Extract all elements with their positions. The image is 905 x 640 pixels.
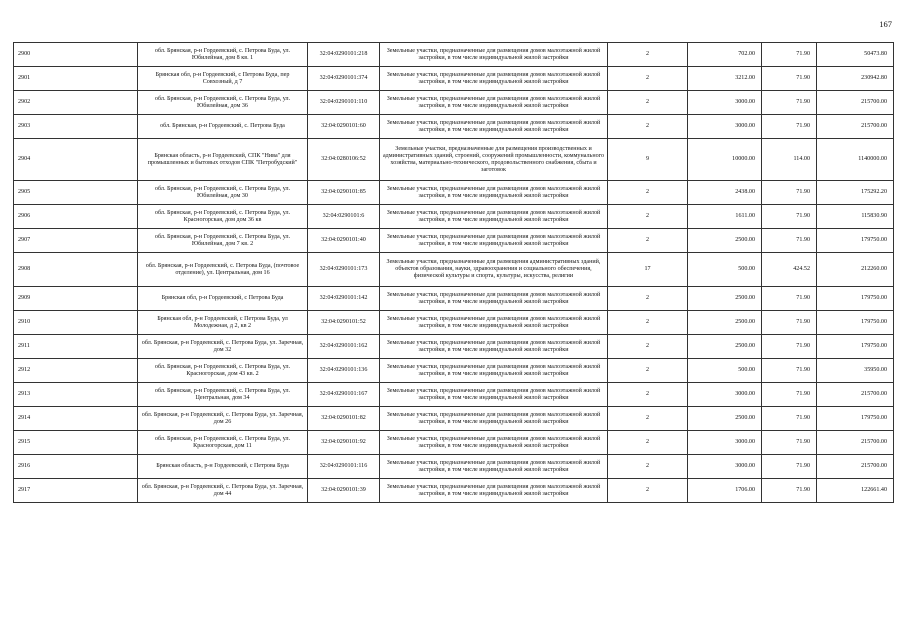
row-number-cell: 2906 <box>14 205 138 229</box>
rate-cell: 71.90 <box>762 383 817 407</box>
page-number: 167 <box>879 19 892 29</box>
area-cell: 2500.00 <box>688 287 762 311</box>
land-use-cell: Земельные участки, предназначенные для размещения домов малоэтажной жилой застройки, в том числе индивидуальной жилой застройки <box>380 67 608 91</box>
table-row <box>14 335 894 359</box>
cadastral-value-cell: 179750.00 <box>817 311 894 335</box>
rate-cell: 71.90 <box>762 229 817 253</box>
row-number-cell: 2908 <box>14 253 138 287</box>
land-use-cell: Земельные участки, предназначенные для размещения домов малоэтажной жилой застройки, в том числе индивидуальной жилой застройки <box>380 181 608 205</box>
group-code-cell: 2 <box>608 431 688 455</box>
rate-cell: 71.90 <box>762 431 817 455</box>
land-use-cell: Земельные участки, предназначенные для размещения домов малоэтажной жилой застройки, в том числе индивидуальной жилой застройки <box>380 205 608 229</box>
address-cell: обл. Брянская, р-н Гордеевский, с. Петрова Буда <box>138 115 308 139</box>
area-cell: 3000.00 <box>688 383 762 407</box>
address-cell: обл. Брянская, р-н Гордеевский, с. Петрова Буда, ул. Центральная, дом 34 <box>138 383 308 407</box>
row-number-cell: 2912 <box>14 359 138 383</box>
cadastral-value-cell: 179750.00 <box>817 229 894 253</box>
area-cell: 2500.00 <box>688 229 762 253</box>
rate-cell: 424.52 <box>762 253 817 287</box>
address-cell: Брянская область, р-н Гордеевский, СПК "Нива" для промышленных и бытовых отходов СПК "Петробудский" <box>138 139 308 181</box>
cadastral-value-cell: 215700.00 <box>817 431 894 455</box>
land-use-cell: Земельные участки, предназначенные для размещения домов малоэтажной жилой застройки, в том числе индивидуальной жилой застройки <box>380 383 608 407</box>
table-row <box>14 253 894 287</box>
cadastral-number-cell: 32:04:0290101:167 <box>308 383 380 407</box>
table-row <box>14 205 894 229</box>
row-number-cell: 2904 <box>14 139 138 181</box>
group-code-cell: 2 <box>608 67 688 91</box>
row-number-cell: 2909 <box>14 287 138 311</box>
cadastral-value-cell: 50473.80 <box>817 43 894 67</box>
table-row <box>14 431 894 455</box>
table-row <box>14 479 894 503</box>
table-row <box>14 287 894 311</box>
cadastral-value-cell: 1140000.00 <box>817 139 894 181</box>
cadastral-number-cell: 32:04:0290101:116 <box>308 455 380 479</box>
cadastral-value-cell: 179750.00 <box>817 407 894 431</box>
rate-cell: 71.90 <box>762 91 817 115</box>
table-row <box>14 455 894 479</box>
rate-cell: 71.90 <box>762 287 817 311</box>
rate-cell: 114.00 <box>762 139 817 181</box>
table-row <box>14 67 894 91</box>
land-use-cell: Земельные участки, предназначенные для размещения домов малоэтажной жилой застройки, в том числе индивидуальной жилой застройки <box>380 431 608 455</box>
cadastral-number-cell: 32:04:0290101:6 <box>308 205 380 229</box>
rate-cell: 71.90 <box>762 67 817 91</box>
row-number-cell: 2903 <box>14 115 138 139</box>
area-cell: 1611.00 <box>688 205 762 229</box>
group-code-cell: 2 <box>608 287 688 311</box>
cadastral-number-cell: 32:04:0290101:92 <box>308 431 380 455</box>
address-cell: обл. Брянская, р-н Гордеевский, с. Петрова Буда, ул. Красногорская, дом 11 <box>138 431 308 455</box>
cadastral-value-cell: 212260.00 <box>817 253 894 287</box>
address-cell: обл. Брянская, р-н Гордеевский, с. Петрова Буда, ул. Юбилейная, дом 8 кв. 1 <box>138 43 308 67</box>
area-cell: 3000.00 <box>688 115 762 139</box>
area-cell: 702.00 <box>688 43 762 67</box>
land-use-cell: Земельные участки, предназначенные для размещения производственных и административных зданий, строений, сооружений промышленности, коммунального хозяйства, материально-технического, продовольственного снабжения, сбыта и заготовок <box>380 139 608 181</box>
group-code-cell: 2 <box>608 311 688 335</box>
cadastral-value-cell: 230942.80 <box>817 67 894 91</box>
area-cell: 3000.00 <box>688 431 762 455</box>
row-number-cell: 2907 <box>14 229 138 253</box>
area-cell: 3000.00 <box>688 455 762 479</box>
cadastral-value-cell: 122661.40 <box>817 479 894 503</box>
group-code-cell: 2 <box>608 335 688 359</box>
area-cell: 500.00 <box>688 359 762 383</box>
table-row <box>14 359 894 383</box>
land-use-cell: Земельные участки, предназначенные для размещения домов малоэтажной жилой застройки, в том числе индивидуальной жилой застройки <box>380 479 608 503</box>
cadastral-number-cell: 32:04:0290101:40 <box>308 229 380 253</box>
address-cell: обл. Брянская, р-н Гордеевский, с. Петрова Буда, ул. Юбилейная, дом 30 <box>138 181 308 205</box>
table-row <box>14 139 894 181</box>
land-use-cell: Земельные участки, предназначенные для размещения домов малоэтажной жилой застройки, в том числе индивидуальной жилой застройки <box>380 407 608 431</box>
table-row <box>14 43 894 67</box>
address-cell: Брянская обл, р-н Гордеевский, с Петрова Буда <box>138 287 308 311</box>
rate-cell: 71.90 <box>762 115 817 139</box>
cadastral-value-cell: 215700.00 <box>817 91 894 115</box>
cadastral-number-cell: 32:04:0290101:218 <box>308 43 380 67</box>
group-code-cell: 2 <box>608 205 688 229</box>
group-code-cell: 2 <box>608 455 688 479</box>
cadastral-number-cell: 32:04:0290101:173 <box>308 253 380 287</box>
rate-cell: 71.90 <box>762 455 817 479</box>
area-cell: 500.00 <box>688 253 762 287</box>
group-code-cell: 2 <box>608 359 688 383</box>
row-number-cell: 2916 <box>14 455 138 479</box>
cadastral-number-cell: 32:04:0290101:142 <box>308 287 380 311</box>
table-row <box>14 383 894 407</box>
cadastral-value-cell: 115830.90 <box>817 205 894 229</box>
row-number-cell: 2917 <box>14 479 138 503</box>
address-cell: обл. Брянская, р-н Гордеевский, с. Петрова Буда, ул. Заречная, дом 32 <box>138 335 308 359</box>
land-use-cell: Земельные участки, предназначенные для размещения домов малоэтажной жилой застройки, в том числе индивидуальной жилой застройки <box>380 229 608 253</box>
area-cell: 2500.00 <box>688 407 762 431</box>
rate-cell: 71.90 <box>762 205 817 229</box>
row-number-cell: 2911 <box>14 335 138 359</box>
address-cell: обл. Брянская, р-н Гордеевский, с. Петрова Буда, ул. Красногорская, дом 43 кв. 2 <box>138 359 308 383</box>
group-code-cell: 2 <box>608 407 688 431</box>
cadastral-number-cell: 32:04:0290101:39 <box>308 479 380 503</box>
row-number-cell: 2910 <box>14 311 138 335</box>
cadastral-value-cell: 179750.00 <box>817 335 894 359</box>
cadastral-number-cell: 32:04:0290101:82 <box>308 407 380 431</box>
address-cell: обл. Брянская, р-н Гордеевский, с. Петрова Буда, ул. Красногорская, дом дом 36 кв <box>138 205 308 229</box>
cadastral-number-cell: 32:04:0290101:162 <box>308 335 380 359</box>
cadastral-value-cell: 175292.20 <box>817 181 894 205</box>
cadastral-number-cell: 32:04:0290101:374 <box>308 67 380 91</box>
land-use-cell: Земельные участки, предназначенные для размещения домов малоэтажной жилой застройки, в том числе индивидуальной жилой застройки <box>380 455 608 479</box>
cadastral-value-cell: 179750.00 <box>817 287 894 311</box>
land-use-cell: Земельные участки, предназначенные для размещения домов малоэтажной жилой застройки, в том числе индивидуальной жилой застройки <box>380 115 608 139</box>
area-cell: 2500.00 <box>688 335 762 359</box>
row-number-cell: 2905 <box>14 181 138 205</box>
rate-cell: 71.90 <box>762 407 817 431</box>
cadastral-number-cell: 32:04:0290101:52 <box>308 311 380 335</box>
row-number-cell: 2915 <box>14 431 138 455</box>
table-row <box>14 311 894 335</box>
cadastral-number-cell: 32:04:0290101:110 <box>308 91 380 115</box>
area-cell: 3212.00 <box>688 67 762 91</box>
land-use-cell: Земельные участки, предназначенные для размещения домов малоэтажной жилой застройки, в том числе индивидуальной жилой застройки <box>380 359 608 383</box>
row-number-cell: 2902 <box>14 91 138 115</box>
address-cell: Брянская обл, р-н Гордеевский, с Петрова Буда, пер Совхозный, д 7 <box>138 67 308 91</box>
row-number-cell: 2900 <box>14 43 138 67</box>
area-cell: 10000.00 <box>688 139 762 181</box>
address-cell: обл. Брянская, р-н Гордеевский, с. Петрова Буда, ул. Заречная, дом 44 <box>138 479 308 503</box>
area-cell: 2500.00 <box>688 311 762 335</box>
table-row <box>14 115 894 139</box>
address-cell: обл. Брянская, р-н Гордеевский, с. Петрова Буда, ул. Заречная, дом 26 <box>138 407 308 431</box>
address-cell: Брянская область, р-н Гордеевский, с Петрова Буда <box>138 455 308 479</box>
land-use-cell: Земельные участки, предназначенные для размещения домов малоэтажной жилой застройки, в том числе индивидуальной жилой застройки <box>380 311 608 335</box>
rate-cell: 71.90 <box>762 43 817 67</box>
cadastral-number-cell: 32:04:0280106:52 <box>308 139 380 181</box>
group-code-cell: 17 <box>608 253 688 287</box>
area-cell: 1706.00 <box>688 479 762 503</box>
table-row <box>14 181 894 205</box>
area-cell: 3000.00 <box>688 91 762 115</box>
group-code-cell: 2 <box>608 115 688 139</box>
address-cell: Брянская обл, р-н Гордеевский, с Петрова Буда, ул Молодежная, д 2, кв 2 <box>138 311 308 335</box>
group-code-cell: 2 <box>608 229 688 253</box>
area-cell: 2438.00 <box>688 181 762 205</box>
cadastral-value-cell: 215700.00 <box>817 455 894 479</box>
rate-cell: 71.90 <box>762 311 817 335</box>
group-code-cell: 2 <box>608 383 688 407</box>
rate-cell: 71.90 <box>762 479 817 503</box>
cadastral-number-cell: 32:04:0290101:85 <box>308 181 380 205</box>
group-code-cell: 2 <box>608 91 688 115</box>
row-number-cell: 2901 <box>14 67 138 91</box>
land-use-cell: Земельные участки, предназначенные для размещения административных зданий, объектов образования, науки, здравоохранения и социального обеспечения, физической культуры и спорта, культуры, искусства, религии <box>380 253 608 287</box>
land-use-cell: Земельные участки, предназначенные для размещения домов малоэтажной жилой застройки, в том числе индивидуальной жилой застройки <box>380 43 608 67</box>
rate-cell: 71.90 <box>762 181 817 205</box>
group-code-cell: 2 <box>608 479 688 503</box>
group-code-cell: 2 <box>608 43 688 67</box>
table-row <box>14 91 894 115</box>
cadastral-value-cell: 215700.00 <box>817 115 894 139</box>
group-code-cell: 2 <box>608 181 688 205</box>
land-use-cell: Земельные участки, предназначенные для размещения домов малоэтажной жилой застройки, в том числе индивидуальной жилой застройки <box>380 91 608 115</box>
rate-cell: 71.90 <box>762 335 817 359</box>
cadastral-value-cell: 215700.00 <box>817 383 894 407</box>
address-cell: обл. Брянская, р-н Гордеевский, с. Петрова Буда, ул. Юбилейная, дом 7 кв. 2 <box>138 229 308 253</box>
table-row <box>14 407 894 431</box>
cadastral-value-cell: 35950.00 <box>817 359 894 383</box>
land-use-cell: Земельные участки, предназначенные для размещения домов малоэтажной жилой застройки, в том числе индивидуальной жилой застройки <box>380 287 608 311</box>
group-code-cell: 9 <box>608 139 688 181</box>
cadastral-number-cell: 32:04:0290101:60 <box>308 115 380 139</box>
land-registry-table <box>13 42 894 503</box>
table-row <box>14 229 894 253</box>
row-number-cell: 2913 <box>14 383 138 407</box>
land-use-cell: Земельные участки, предназначенные для размещения домов малоэтажной жилой застройки, в том числе индивидуальной жилой застройки <box>380 335 608 359</box>
address-cell: обл. Брянская, р-н Гордеевский, с. Петрова Буда, ул. Юбилейная, дом 36 <box>138 91 308 115</box>
table-body <box>14 43 894 503</box>
row-number-cell: 2914 <box>14 407 138 431</box>
address-cell: обл. Брянская, р-н Гордеевский, с. Петрова Буда, (почтовое отделение), ул. Центральная, дом 16 <box>138 253 308 287</box>
cadastral-number-cell: 32:04:0290101:136 <box>308 359 380 383</box>
rate-cell: 71.90 <box>762 359 817 383</box>
